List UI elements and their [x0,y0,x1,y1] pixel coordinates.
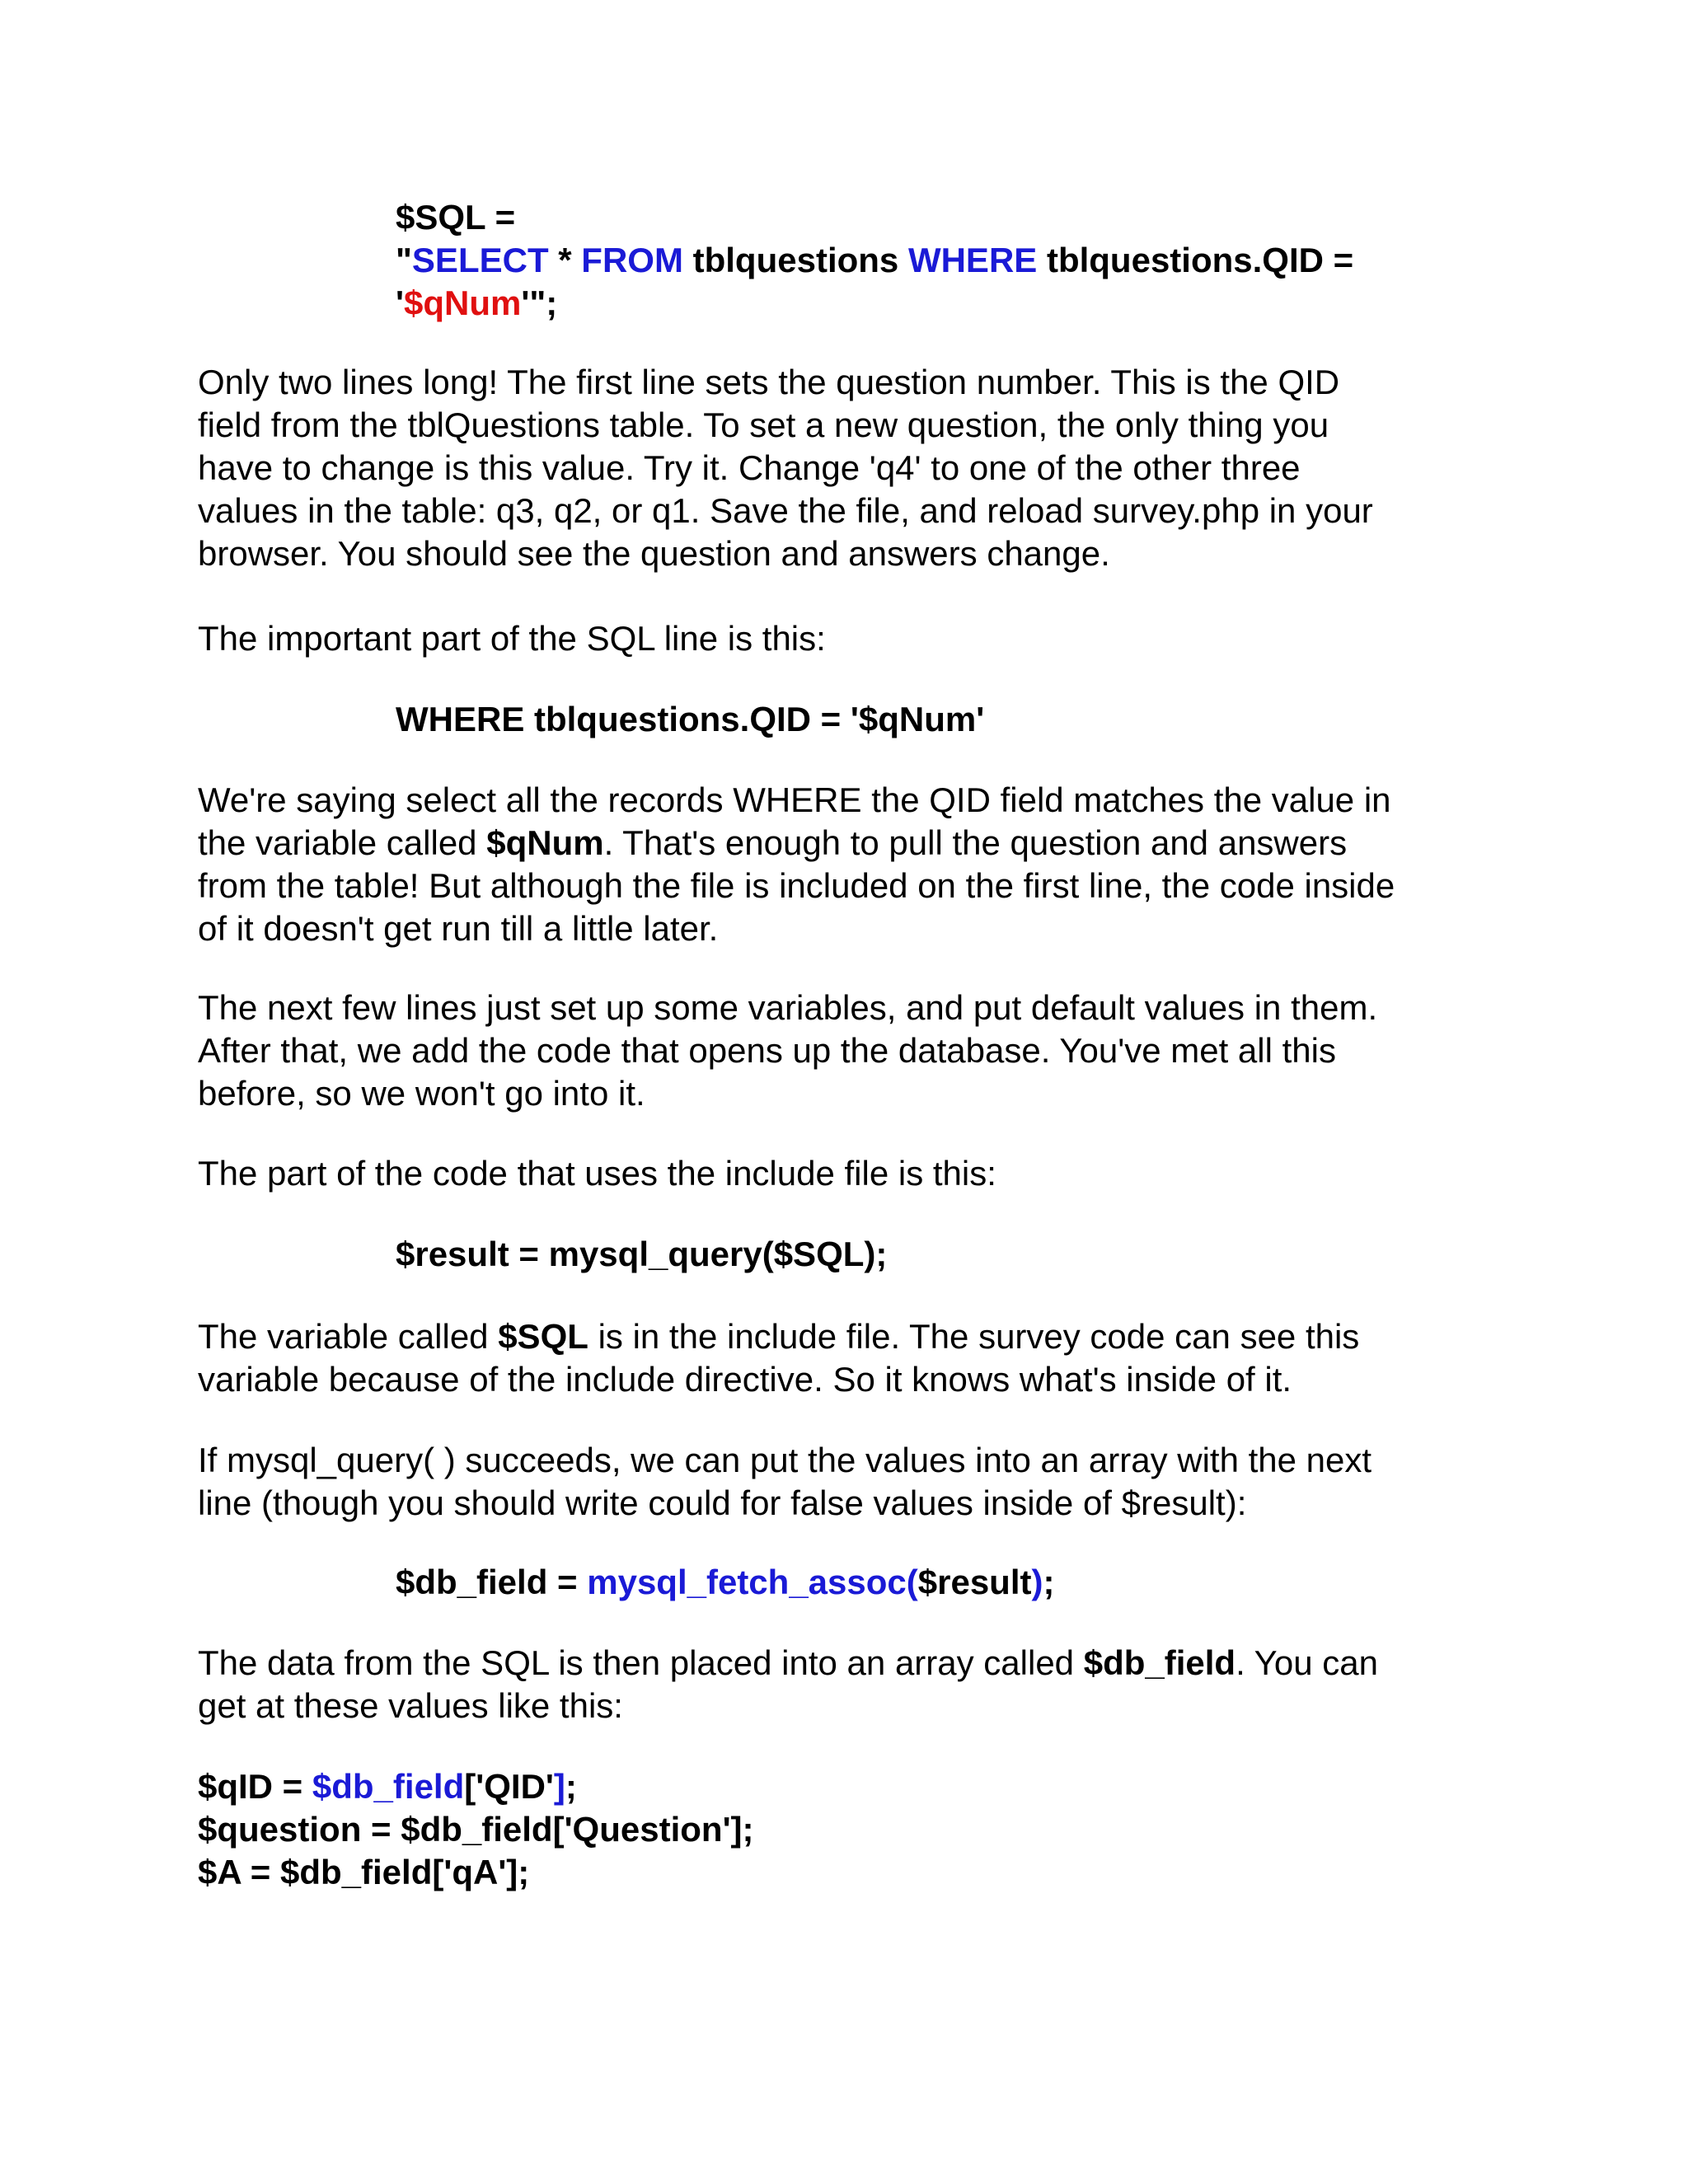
paragraph-5: The part of the code that uses the include file is this: [198,1154,996,1193]
sql-keyword-from: FROM [581,241,683,279]
code-fetch-assign: $db_field = [396,1563,588,1601]
paragraph-3-text: the variable called [198,823,487,862]
paragraph-6 [198,1315,1500,1401]
paragraph-3-text: . That's enough to pull the question and answers [603,823,1348,862]
inline-code-db-field: $db_field [1083,1643,1236,1682]
paragraph-7-line: line (though you should write could for false values inside of $result): [198,1483,1247,1522]
paragraph-8-line [198,1642,1500,1685]
paragraph-8 [198,1642,1500,1727]
sql-line-1: $SQL = [396,198,516,237]
paragraph-3-line [198,822,1500,865]
paragraph-3-line: We're saying select all the records WHERE the QID field matches the value in [198,780,1391,819]
paragraph-4-line: before, so we won't go into it. [198,1074,645,1113]
paragraph-4-line: After that, we add the code that opens up the database. You've met all this [198,1031,1336,1070]
sql-condition: tblquestions.QID = [1037,241,1354,279]
paragraph-4 [198,987,1500,1115]
code-where-clause: WHERE tblquestions.QID = '$qNum' [396,700,985,738]
paragraph-8-line: get at these values like this: [198,1686,623,1725]
paragraph-1-line: have to change is this value. Try it. Change 'q4' to one of the other three [198,448,1301,487]
code-qid-key: ['QID' [464,1767,554,1806]
code-qid-semicolon: ; [565,1767,577,1806]
sql-star: * [548,241,582,279]
code-qid-close-bracket: ] [553,1767,565,1806]
inline-code-sql: $SQL [498,1317,588,1356]
code-field-assignments [198,1765,1500,1894]
paragraph-1-line: Only two lines long! The first line sets the question number. This is the QID [198,363,1340,401]
sql-table-name: tblquestions [682,241,908,279]
code-qid-var: $qID = [198,1767,312,1806]
paragraph-7 [198,1439,1500,1525]
code-assign-a: $A = $db_field['qA']; [198,1853,530,1891]
paragraph-6-text: is in the include file. The survey code can see this [588,1317,1360,1356]
sql-quote-single: ' [396,284,404,322]
sql-line-2 [396,239,1688,282]
sql-code-block [396,196,1688,325]
sql-quote-open: " [396,241,412,279]
paragraph-4-line: The next few lines just set up some variables, and put default values in them. [198,988,1378,1027]
code-fetch-function: mysql_fetch_assoc( [587,1563,918,1601]
sql-line-end: '"; [521,284,558,322]
paragraph-2: The important part of the SQL line is this: [198,619,826,658]
code-mysql-query: $result = mysql_query($SQL); [396,1235,888,1273]
inline-code-qnum: $qNum [486,823,604,862]
code-fetch-argument: $result [917,1563,1032,1601]
code-fetch-assoc [396,1561,1688,1604]
sql-keyword-select: SELECT [411,241,549,279]
paragraph-1-line: browser. You should see the question and answers change. [198,534,1110,573]
paragraph-7-line: If mysql_query( ) succeeds, we can put the values into an array with the next [198,1441,1372,1479]
paragraph-8-text: . You can [1236,1643,1378,1682]
paragraph-1-line: values in the table: q3, q2, or q1. Save the file, and reload survey.php in your [198,491,1373,530]
paragraph-6-line: variable because of the include directive. So it knows what's inside of it. [198,1360,1292,1399]
code-assign-question: $question = $db_field['Question']; [198,1810,754,1849]
sql-variable-qnum: $qNum [404,284,522,322]
paragraph-8-text: The data from the SQL is then placed into an array called [198,1643,1084,1682]
paragraph-6-line [198,1315,1500,1358]
paragraph-1-line: field from the tblQuestions table. To set a new question, the only thing you [198,405,1329,444]
code-qid-db-field: $db_field [312,1767,465,1806]
paragraph-6-text: The variable called [198,1317,499,1356]
sql-keyword-where: WHERE [907,241,1038,279]
paragraph-3-line: of it doesn't get run till a little later. [198,909,719,948]
paragraph-3-line: from the table! But although the file is included on the first line, the code inside [198,866,1395,905]
paragraph-1 [198,361,1500,575]
code-assign-qid [198,1765,1500,1808]
code-fetch-close-paren: ) [1031,1563,1043,1601]
paragraph-3 [198,779,1500,950]
code-fetch-semicolon: ; [1043,1563,1055,1601]
sql-line-3 [396,282,1688,325]
